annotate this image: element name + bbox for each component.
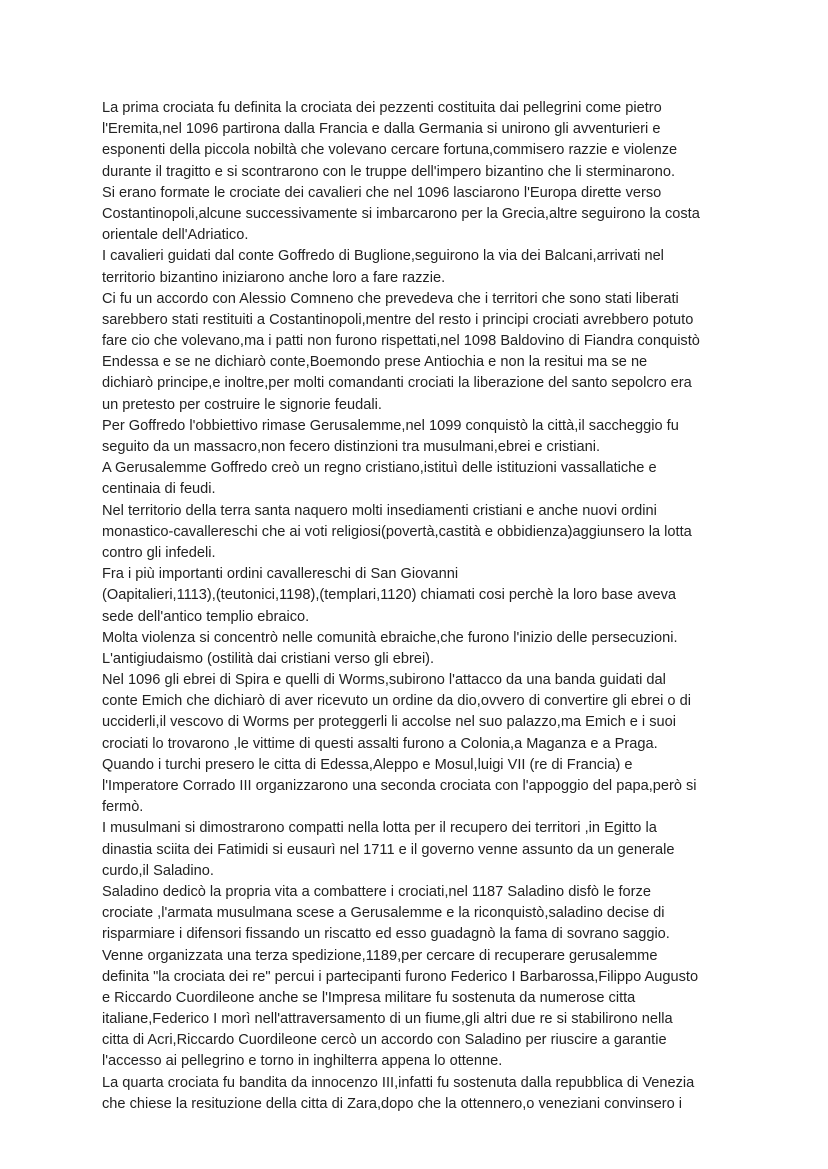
text-line: Costantinopoli,alcune successivamente si imbarcarono per la Grecia,altre seguirono la costa bbox=[102, 205, 700, 222]
text-line: durante il tragitto e si scontrarono con le truppe dell'impero bizantino che li sterminarono. bbox=[102, 163, 676, 180]
text-line: fare cio che volevano,ma i patti non furono rispettati,nel 1098 Baldovino di Fiandra conquistò bbox=[102, 333, 700, 350]
text-line: dinastia sciita dei Fatimidi si eusaurì nel 1711 e il governo venne assunto da un generale bbox=[102, 841, 675, 858]
text-line: centinaia di feudi. bbox=[102, 481, 216, 498]
text-line: seguito da un massacro,non fecero distinzioni tra musulmani,ebrei e cristiani. bbox=[102, 439, 601, 455]
text-line: I cavalieri guidati dal conte Goffredo di Buglione,seguirono la via dei Balcani,arrivati nel bbox=[102, 248, 664, 265]
text-line: esponenti della piccola nobiltà che volevano cercare fortuna,commisero razzie e violenze bbox=[102, 142, 678, 159]
text-line: curdo,il Saladino. bbox=[102, 862, 214, 879]
text-line: citta di Acri,Riccardo Cuordileone cercò un accordo con Saladino per riuscire a garantie bbox=[102, 1032, 667, 1049]
text-line: sarebbero stati restituiti a Costantinopoli,mentre del resto i principi crociati avrebbero potuto bbox=[102, 311, 694, 328]
text-line: e Riccardo Cuordileone anche se l'Impresa militare fu sostenuta da numerose citta bbox=[102, 989, 636, 1006]
text-line: Quando i turchi presero le citta di Edessa,Aleppo e Mosul,luigi VII (re di Francia) e bbox=[102, 756, 633, 773]
text-line: definita "la crociata dei re" percui i partecipanti furono Federico I Barbarossa,Filippo Augusto bbox=[102, 968, 699, 985]
text-line: Saladino dedicò la propria vita a combattere i crociati,nel 1187 Saladino disfò le forze bbox=[102, 883, 651, 900]
text-line: Fra i più importanti ordini cavallereschi di San Giovanni bbox=[102, 566, 459, 583]
text-line: Per Goffredo l'obbiettivo rimase Gerusalemme,nel 1099 conquistò la città,il saccheggio fu bbox=[102, 417, 679, 434]
text-line: Nel 1096 gli ebrei di Spira e quelli di Worms,subirono l'attacco da una banda guidati dal bbox=[102, 672, 666, 689]
text-line: sede dell'antico templio ebraico. bbox=[102, 608, 310, 625]
text-line: contro gli infedeli. bbox=[102, 544, 216, 561]
text-line: Endessa e se ne dichiarò conte,Boemondo prese Antiochia e non la resitui ma se ne bbox=[102, 354, 648, 371]
text-line: L'antigiudaismo (ostilità dai cristiani verso gli ebrei). bbox=[102, 650, 435, 667]
text-line: crociati lo trovarono ,le vittime di questi assalti furono a Colonia,a Maganza e a Praga. bbox=[102, 735, 658, 752]
text-line: risparmiare i difensori fissando un riscatto ed esso guadagnò la fama di sovrano saggio. bbox=[102, 926, 670, 943]
text-line: monastico-cavallereschi che ai voti religiosi(povertà,castità e obbidienza)aggiunsero la lotta bbox=[102, 523, 692, 540]
text-line: l'Eremita,nel 1096 partirona dalla Francia e dalla Germania si unirono gli avventurieri e bbox=[102, 121, 661, 138]
text-line: che chiese la resituzione della citta di Zara,dopo che la ottennero,o veneziani convinsero i bbox=[102, 1095, 683, 1112]
text-line: territorio bizantino iniziarono anche loro a fare razzie. bbox=[102, 269, 446, 286]
text-line: Venne organizzata una terza spedizione,1189,per cercare di recuperare gerusalemme bbox=[102, 947, 658, 964]
text-line: dichiarò principe,e inoltre,per molti comandanti crociati la liberazione del santo sepolcro era bbox=[102, 375, 692, 392]
document-body bbox=[102, 98, 734, 1115]
text-line: Ci fu un accordo con Alessio Comneno che prevedeva che i territori che sono stati liberati bbox=[102, 290, 679, 307]
text-line: l'accesso ai pellegrino e torno in inghilterra appena lo ottenne. bbox=[102, 1053, 503, 1070]
text-line: Si erano formate le crociate dei cavalieri che nel 1096 lasciarono l'Europa dirette verso bbox=[102, 184, 662, 201]
text-line: conte Emich che dichiarò di aver ricevuto un ordine da dio,ovvero di convertire gli ebrei o di bbox=[102, 693, 691, 710]
text-line: Nel territorio della terra santa naquero molti insediamenti cristiani e anche nuovi ordini bbox=[102, 502, 657, 519]
text-line: A Gerusalemme Goffredo creò un regno cristiano,istituì delle istituzioni vassallatiche e bbox=[102, 460, 657, 477]
text-line: La prima crociata fu definita la crociata dei pezzenti costituita dai pellegrini come pietro bbox=[102, 100, 662, 116]
text-line: fermò. bbox=[102, 799, 144, 816]
text-line: I musulmani si dimostrarono compatti nella lotta per il recupero dei territori ,in Egitto la bbox=[102, 820, 657, 837]
text-line: La quarta crociata fu bandita da innocenzo III,infatti fu sostenuta dalla repubblica di Venezia bbox=[102, 1074, 695, 1091]
text-line: Molta violenza si concentrò nelle comunità ebraiche,che furono l'inizio delle persecuzioni. bbox=[102, 629, 678, 646]
text-line: un pretesto per costruire le signorie feudali. bbox=[102, 396, 382, 413]
text-line: orientale dell'Adriatico. bbox=[102, 227, 249, 244]
text-line: (Oapitalieri,1113),(teutonici,1198),(templari,1120) chiamati cosi perchè la loro base aveva bbox=[102, 587, 677, 604]
text-line: l'Imperatore Corrado III organizzarono una seconda crociata con l'appoggio del papa,però si bbox=[102, 778, 697, 794]
text-line: crociate ,l'armata musulmana scese a Gerusalemme e la riconquistò,saladino decise di bbox=[102, 905, 665, 922]
text-line: ucciderli,il vescovo di Worms per proteggerli li accolse nel suo palazzo,ma Emich e i suoi bbox=[102, 714, 676, 731]
text-line: italiane,Federico I morì nell'attraversamento di un fiume,gli altri due re si stabilirono nella bbox=[102, 1011, 673, 1028]
